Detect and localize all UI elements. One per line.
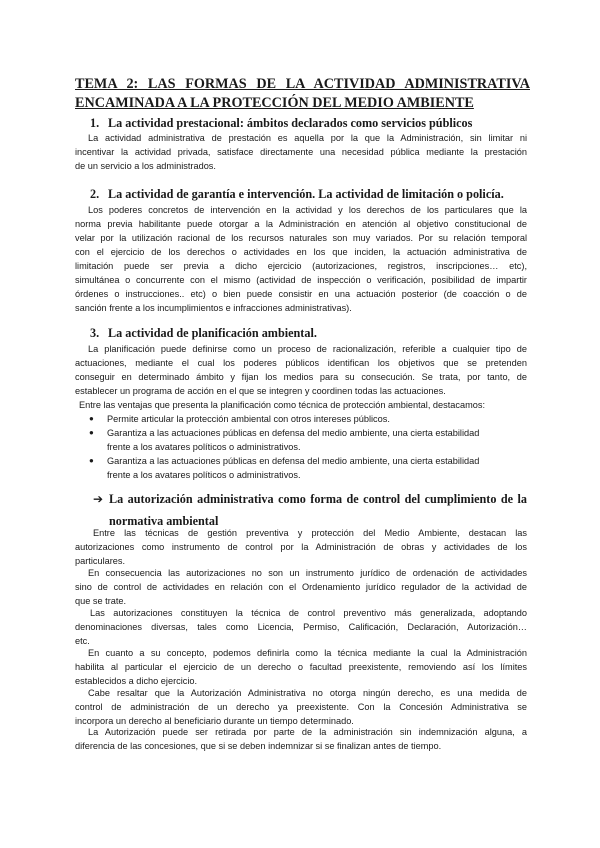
bullet-icon: ● xyxy=(89,456,94,465)
paragraph-line: autorizaciones como instrumento de control por la Administración de obras y actividades de los xyxy=(75,542,527,552)
authorization-paragraph-5 xyxy=(75,686,527,728)
paragraph-line: que se trate. xyxy=(75,596,127,606)
section-1-heading-text: La actividad prestacional: ámbitos declarados como servicios públicos xyxy=(108,116,473,130)
paragraph-line: diferencia de las concesiones, que si se deben indemnizar si se finalizan antes de tiempo. xyxy=(75,741,442,751)
list-item-text: Permite articular la protección ambiental con otros intereses públicos. xyxy=(107,414,390,424)
paragraph-line: Cabe resaltar que la Autorización Administrativa no otorga ningún derecho, es una medida de xyxy=(88,688,527,698)
paragraph-line: Entre las técnicas de gestión preventiva y protección del Medio Ambiente, destacan las xyxy=(93,528,527,538)
section-2-heading xyxy=(90,187,504,202)
paragraph-line: Los poderes concretos de intervención en la actividad y los derechos de los particulares que la xyxy=(88,205,527,215)
list-item xyxy=(85,454,527,482)
paragraph-line: sanción frente a los incumplimientos e infracciones administrativas). xyxy=(75,303,352,313)
paragraph-line: de un servicio a los administrados. xyxy=(75,161,216,171)
bullet-icon: ● xyxy=(89,414,94,423)
section-1-paragraph xyxy=(75,131,527,173)
authorization-paragraph-2 xyxy=(75,566,527,608)
section-2-heading-text: La actividad de garantía e intervención. La actividad de limitación o policía. xyxy=(108,187,504,201)
paragraph-line: incentivar la actividad privada, satisface directamente una necesidad pública mediante la prestación xyxy=(75,147,527,157)
advantages-list xyxy=(85,412,527,482)
section-3-paragraph xyxy=(75,342,527,412)
section-2-paragraph xyxy=(75,203,527,315)
section-3-number: 3. xyxy=(90,326,100,340)
section-2-number: 2. xyxy=(90,187,100,201)
paragraph-line: establecidos a dicho ejercicio. xyxy=(75,676,198,686)
section-3-heading-text: La actividad de planificación ambiental. xyxy=(108,326,317,340)
paragraph-line: La planificación puede definirse como un proceso de racionalización, referible a cualquier tipo de xyxy=(88,344,527,354)
paragraph-line: En cuanto a su concepto, podemos definirla como la técnica mediante la cual la Administración xyxy=(88,648,527,658)
authorization-paragraph-4 xyxy=(75,646,527,688)
paragraph-line: La Autorización puede ser retirada por parte de la administración sin indemnización alguna, a xyxy=(88,727,527,737)
section-1-heading xyxy=(90,116,472,131)
bullet-icon: ● xyxy=(89,428,94,437)
section-4-heading-line: La autorización administrativa como forma de control del cumplimiento de la xyxy=(109,492,527,506)
paragraph-line: simultánea o concurrente con el mismo (actividad de inspección o verificación, posibilidad de impartir xyxy=(75,275,527,285)
paragraph-line: Las autorizaciones constituyen la técnica de control preventivo más generalizada, adoptando xyxy=(90,608,527,618)
paragraph-line: limitación puede ser previa a dicho ejercicio (autorizaciones, registros, inscripciones… etc), xyxy=(75,261,527,271)
section-3-heading xyxy=(90,326,317,341)
section-1-number: 1. xyxy=(90,116,100,130)
list-item-text: Garantiza a las actuaciones públicas en defensa del medio ambiente, una cierta estabilidad xyxy=(107,428,480,438)
list-item xyxy=(85,412,527,426)
list-item-text: frente a los avatares políticos o administrativos. xyxy=(107,470,301,480)
paragraph-line: etc. xyxy=(75,636,90,646)
document-title-line-2: ENCAMINADA A LA PROTECCIÓN DEL MEDIO AMBIENTE xyxy=(75,95,474,111)
authorization-paragraph-3 xyxy=(75,606,527,648)
paragraph-line: La actividad administrativa de prestación es aquella por la que la Administración, sin limitar ni xyxy=(88,133,527,143)
paragraph-line: órdenes o instrucciones.. etc) o bien puede consistir en una actuación posterior (de coacción o de xyxy=(75,289,527,299)
document-title-line-1: TEMA 2: LAS FORMAS DE LA ACTIVIDAD ADMINISTRATIVA xyxy=(75,76,530,92)
paragraph-line: actuaciones, mediante el cual los poderes públicos identifican los objetivos que se pretenden xyxy=(75,358,527,368)
paragraph-line: establecer un programa de acción en el que se integren y coordinen todas las actuaciones. xyxy=(75,386,446,396)
authorization-paragraph-6 xyxy=(75,725,527,753)
list-item-text: frente a los avatares políticos o administrativos. xyxy=(107,442,301,452)
paragraph-line: incorpora un derecho al beneficiario durante un tiempo determinado. xyxy=(75,716,354,726)
paragraph-line: velar por la utilización racional de los recursos naturales son muy variados. Por su relación temporal xyxy=(75,233,527,243)
arrow-right-icon: ➔ xyxy=(93,492,104,506)
paragraph-line: En consecuencia las autorizaciones no son un instrumento jurídico de ordenación de actividades xyxy=(88,568,527,578)
section-4-heading-line: normativa ambiental xyxy=(109,514,219,528)
list-item xyxy=(85,426,527,454)
paragraph-line: particulares. xyxy=(75,556,126,566)
document-title xyxy=(75,75,530,113)
paragraph-line: conseguir en determinado ámbito y fijan los medios para su consecución. Se trata, por tanto, de xyxy=(75,372,527,382)
paragraph-line: control de administración de un derecho ya preexistente. Con la Concesión Administrativa se xyxy=(75,702,527,712)
paragraph-line: denominaciones diversas, tales como Licencia, Permiso, Calificación, Declaración, Autorización… xyxy=(75,622,527,632)
paragraph-line: norma previa habilitante puede otorgar a la Administración en atención al objetivo constitucional de xyxy=(75,219,527,229)
authorization-paragraph-1 xyxy=(75,526,527,568)
paragraph-line: con el ejercicio de los derechos o actividades en los que inciden, la actuación administrativa de xyxy=(75,247,527,257)
paragraph-line: habilita al particular el ejercicio de un derecho o facultad preexistente, removiendo así los límites xyxy=(75,662,527,672)
list-item-text: Garantiza a las actuaciones públicas en defensa del medio ambiente, una cierta estabilidad xyxy=(107,456,480,466)
advantages-intro: Entre las ventajas que presenta la planificación como técnica de protección ambiental, destacamos: xyxy=(79,400,486,410)
paragraph-line: sino de control de actividades en relación con el Ordenamiento jurídico regulador de la actividad de xyxy=(75,582,527,592)
